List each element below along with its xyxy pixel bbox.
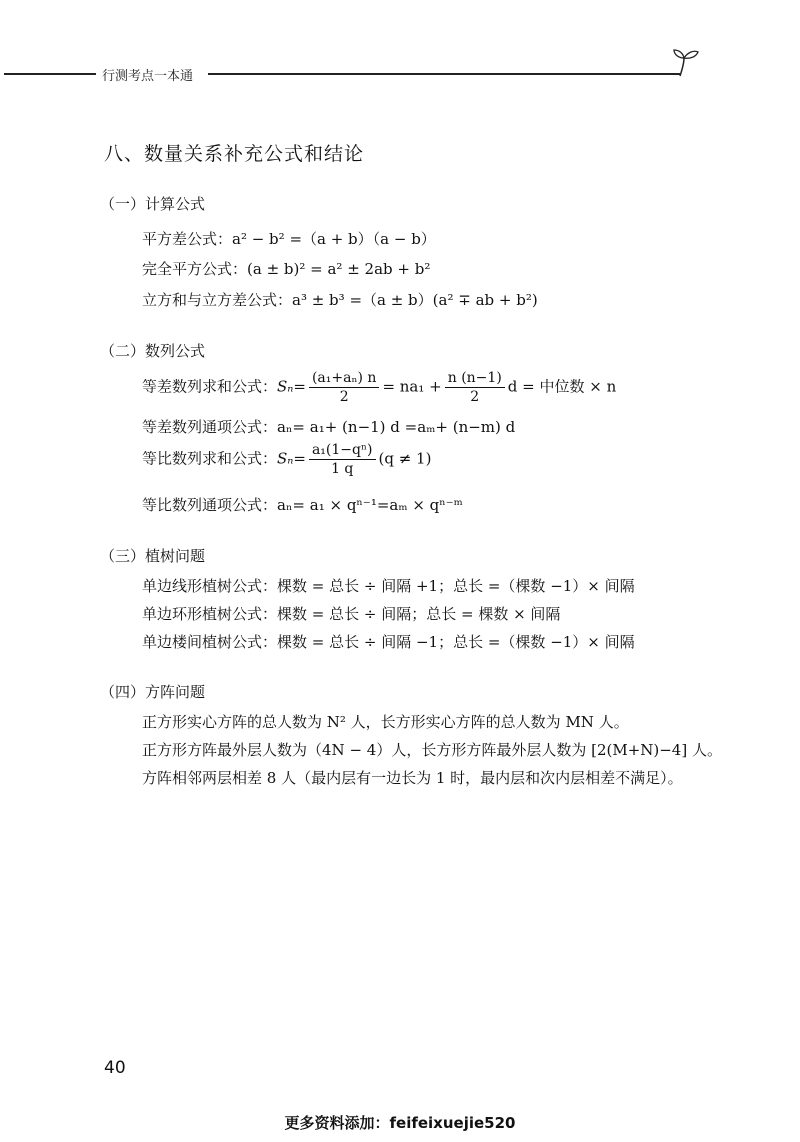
fraction-1	[309, 370, 379, 405]
header-rule-left	[4, 73, 96, 75]
formula-geometric-general-term: 等比数列通项公式：aₙ= a₁ × qⁿ⁻¹=aₘ × qⁿ⁻ᵐ	[142, 496, 463, 514]
denominator: 2	[470, 389, 480, 405]
formula-mid: = na₁ +	[382, 377, 442, 396]
subsection-title-1: （一）计算公式	[100, 195, 206, 213]
fraction-2	[445, 370, 505, 405]
formula-label: 等差数列求和公式：	[142, 377, 278, 396]
formula-linear-planting: 单边线形植树公式：棵数 = 总长 ÷ 间隔 +1；总长 =（棵数 −1）× 间隔	[142, 577, 635, 595]
denominator: 1 q	[331, 461, 354, 477]
phalanx-text-2: 正方形方阵最外层人数为（4N − 4）人，长方形方阵最外层人数为 [2(M+N)−4] 人。	[142, 741, 722, 759]
formula-perfect-square: 完全平方公式：(a ± b)² = a² ± 2ab + b²	[142, 260, 431, 278]
formula-between-buildings-planting: 单边楼间植树公式：棵数 = 总长 ÷ 间隔 −1；总长 =（棵数 −1）× 间隔	[142, 633, 635, 651]
phalanx-text-1: 正方形实心方阵的总人数为 N² 人，长方形实心方阵的总人数为 MN 人。	[142, 713, 629, 731]
header-title: 行测考点一本通	[102, 69, 194, 84]
numerator: (a₁+aₙ) n	[309, 370, 379, 388]
numerator: a₁(1−qⁿ)	[309, 442, 376, 460]
formula-ring-planting: 单边环形植树公式：棵数 = 总长 ÷ 间隔；总长 = 棵数 × 间隔	[142, 605, 561, 623]
formula-arithmetic-sum	[142, 370, 616, 405]
formula-lhs: Sₙ=	[277, 449, 306, 468]
formula-rhs: (q ≠ 1)	[378, 449, 432, 468]
formula-geometric-sum	[142, 442, 431, 477]
formula-label: 等比数列求和公式：	[142, 449, 278, 468]
phalanx-text-3: 方阵相邻两层相差 8 人（最内层有一边长为 1 时，最内层和次内层相差不满足）。	[142, 769, 683, 787]
subsection-title-3: （三）植树问题	[100, 547, 206, 565]
formula-difference-of-squares: 平方差公式：a² − b² =（a + b）（a − b）	[142, 230, 436, 248]
formula-sum-difference-cubes: 立方和与立方差公式：a³ ± b³ =（a ± b）(a² ∓ ab + b²)	[142, 291, 538, 309]
subsection-title-4: （四）方阵问题	[100, 683, 206, 701]
sprout-icon	[668, 44, 700, 78]
subsection-title-2: （二）数列公式	[100, 342, 206, 360]
footer-contact: 更多资料添加：feifeixuejie520	[284, 1114, 516, 1132]
section-title: 八、数量关系补充公式和结论	[104, 143, 365, 165]
page-number: 40	[104, 1058, 126, 1078]
formula-lhs: Sₙ=	[277, 377, 306, 396]
header-rule-right	[208, 73, 680, 75]
denominator: 2	[339, 389, 349, 405]
numerator: n (n−1)	[445, 370, 505, 388]
formula-arithmetic-general-term: 等差数列通项公式：aₙ= a₁+ (n−1) d =aₘ+ (n−m) d	[142, 418, 516, 436]
formula-rhs: d = 中位数 × n	[507, 377, 617, 396]
fraction-3	[309, 442, 376, 477]
